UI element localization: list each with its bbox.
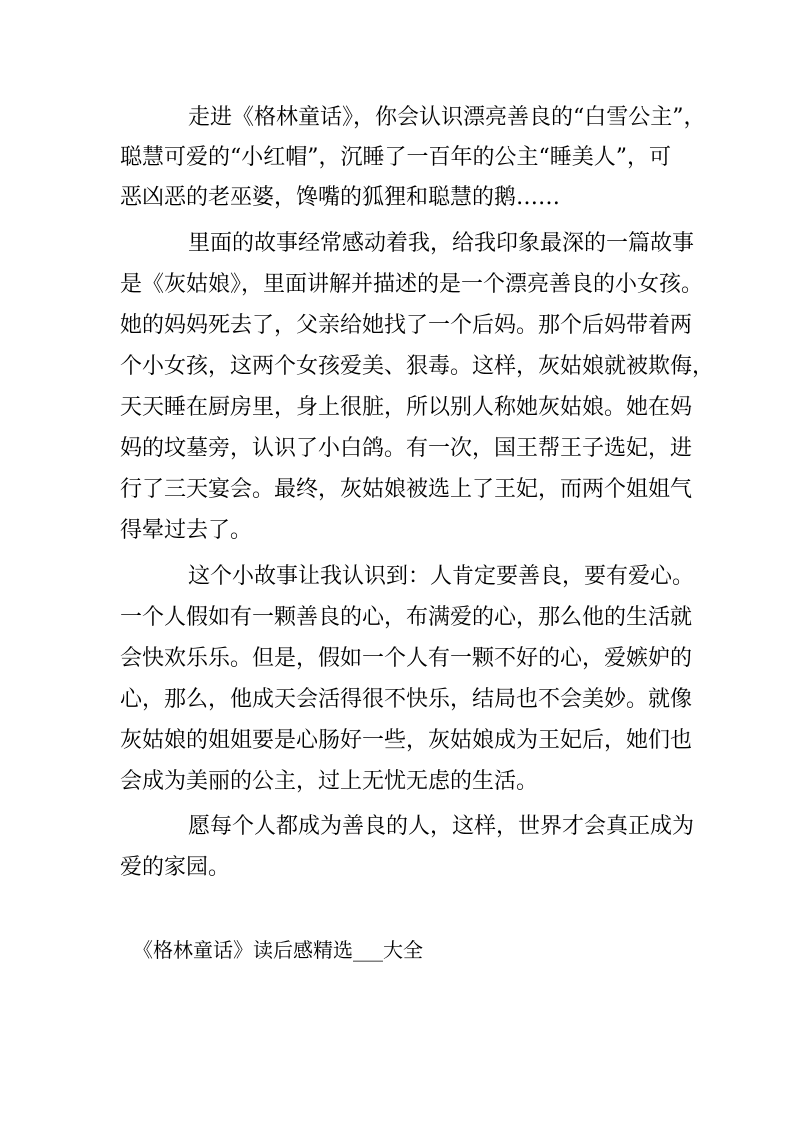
text-line: 聪慧可爱的“小红帽”，沉睡了一百年的公主“睡美人”，可 xyxy=(120,145,671,170)
text-line: 恶凶恶的老巫婆，馋嘴的狐狸和聪慧的鹅…… xyxy=(120,185,561,210)
text-line: 行了三天宴会。最终，灰姑娘被选上了王妃，而两个姐姐气 xyxy=(120,477,693,502)
text-line: 她的妈妈死去了，父亲给她找了一个后妈。那个后妈带着两 xyxy=(120,313,693,338)
text-line: 个小女孩，这两个女孩爱美、狠毒。这样，灰姑娘就被欺侮， xyxy=(120,354,715,379)
text-line: 一个人假如有一颗善良的心，布满爱的心，那么他的生活就 xyxy=(120,605,693,630)
text-line: 得晕过去了。 xyxy=(120,518,253,543)
text-line: 里面的故事经常感动着我，给我印象最深的一篇故事 xyxy=(188,231,695,256)
text-line: 天天睡在厨房里，身上很脏，所以别人称她灰姑娘。她在妈 xyxy=(120,395,693,420)
text-line: 是《灰姑娘》，里面讲解并描述的是一个漂亮善良的小女孩。 xyxy=(120,272,704,297)
text-line: 走进《格林童话》，你会认识漂亮善良的“白雪公主”， xyxy=(188,105,706,130)
document-title: 《格林童话》读后感精选___大全 xyxy=(133,938,423,962)
text-line: 愿每个人都成为善良的人，这样，世界才会真正成为 xyxy=(188,814,695,839)
text-line: 灰姑娘的姐姐要是心肠好一些，灰姑娘成为王妃后，她们也 xyxy=(120,728,693,753)
text-line: 爱的家园。 xyxy=(120,855,231,880)
text-line: 妈的坟墓旁，认识了小白鸽。有一次，国王帮王子选妃，进 xyxy=(120,436,693,461)
text-line: 会快欢乐乐。但是，假如一个人有一颗不好的心，爱嫉妒的 xyxy=(120,646,693,671)
text-line: 会成为美丽的公主，过上无忧无虑的生活。 xyxy=(120,769,539,794)
text-line: 这个小故事让我认识到：人肯定要善良，要有爱心。 xyxy=(188,564,695,589)
text-line: 心，那么，他成天会活得很不快乐，结局也不会美妙。就像 xyxy=(120,687,693,712)
